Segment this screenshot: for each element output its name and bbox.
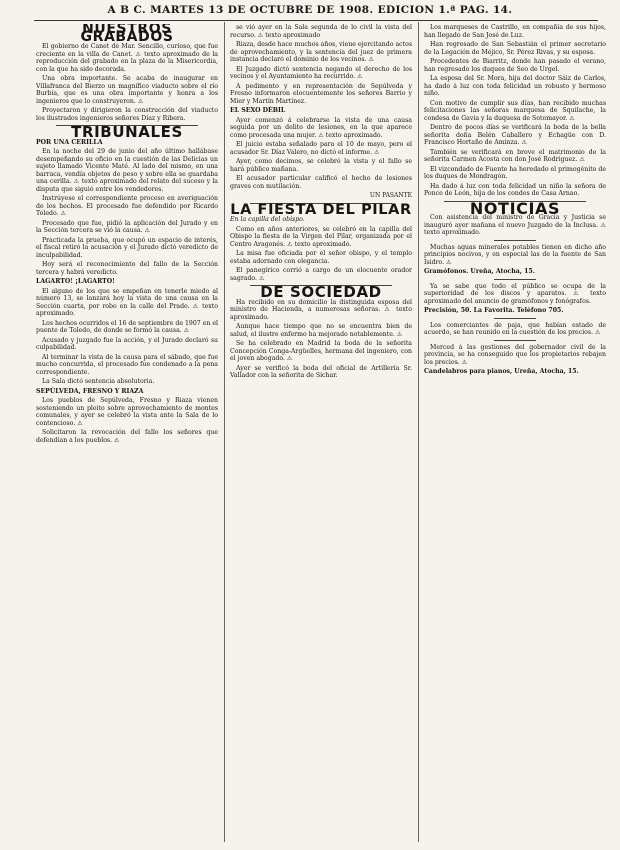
article-paragraph: A pedimento y en representación de Sepúlveda y Fresno informaron elocuentemente los señores Barrio y Mier y Martín Martínez. — [230, 82, 412, 105]
column-rule — [418, 22, 419, 842]
section-heading-noticias: NOTICIAS — [469, 198, 561, 218]
article-title: SEPÚLVEDA, FRESNO Y RIAZA — [36, 387, 144, 395]
article-paragraph: Los marqueses de Castrillo, en compañía de sus hijos, han llegado de San José de Luz. — [424, 24, 606, 39]
article-paragraph: Hoy será el reconocimiento del fallo de la Sección tercera y habrá veredicto. — [36, 261, 218, 276]
column-rule — [224, 22, 225, 842]
advert-line: Gramófonos. Ureña, Atocha, 15. — [424, 268, 535, 275]
article-paragraph: Ha recibido en su domicilio la distinguida esposa del ministro de Hacienda, a numerosas señoras. ⚠ texto aproximado. — [230, 298, 412, 321]
section-heading-sociedad: DE SOCIEDAD — [260, 283, 382, 301]
article-paragraph: Con asistencia del ministro de Gracia y Justicia se inauguró ayer mañana el nuevo Juzgado de la Inclusa. ⚠ texto aproximado. — [424, 214, 606, 236]
divider — [494, 318, 536, 319]
article-paragraph: Con motivo de cumplir sus días, han recibido muchas felicitaciones las señoras marquesa de Squilache, la condesa de Gavia y la duquesa de Sotomayor. ⚠ — [424, 99, 606, 122]
section-heading-grabados: NUESTROS GRABADOS — [80, 24, 174, 45]
article-title: POR UNA CERILLA — [36, 138, 103, 146]
article-paragraph: El alguno de los que se empeñan en tenerle miedo al número 13, se lanzará hoy la vista de una causa en la Sección cuarta, por robo en la calle del Prado. ⚠ texto aproximado. — [36, 287, 218, 317]
article-paragraph: Muchas aguas minerales potables tienen en dicho año principios nocivos, y en especial las de la fuente de San Isidro. ⚠ — [424, 243, 606, 266]
divider — [494, 279, 536, 280]
section-heading-tribunales: TRIBUNALES — [71, 123, 183, 141]
article-paragraph: Ya se sabe que todo el público se ocupa de la superioridad de los discos y aparatos. ⚠ texto aproximado del anuncio de gramófonos y fonógrafos. — [424, 282, 606, 305]
article-paragraph: Ayer comenzó á celebrarse la vista de una causa seguida por un delito de lesiones, en la que aparece como procesada una mujer. ⚠ texto aproximado. — [230, 116, 412, 139]
article-paragraph: El Juzgado dictó sentencia negando el derecho de los vecinos y el Ayuntamiento ha recurrido. ⚠ — [230, 65, 412, 80]
article-paragraph: Practicada la prueba, que ocupó un espacio de interés, el fiscal retiró la acusación y el Jurado dictó veredicto de inculpabilidad. — [36, 236, 218, 259]
article-paragraph: Al terminar la vista de la causa para el sábado, que fue mucho concurrida, el procesado fue condenado a la pena correspondiente. — [36, 353, 218, 376]
column-3 — [424, 24, 606, 842]
article-paragraph: El vizcondado de Fuente ha heredado el primogénito de los duques de Mondragón. — [424, 165, 606, 180]
article-paragraph: Dentro de pocos días se verificará la boda de la bella señorita doña Belén Caballero y Echagüe con D. Francisco Hortaño de Aminza. ⚠ — [424, 124, 606, 146]
article-paragraph: Procesado que fue, pidió la aplicación del Jurado y en la Sección tercera se vió la causa. ⚠ — [36, 219, 218, 234]
article-paragraph: La misa fue oficiada por el señor obispo, y el templo estaba adornado con elegancia. — [230, 250, 412, 265]
article-paragraph: Merced á las gestiones del gobernador civil de la provincia, se ha conseguido que los propietarios rebajen los precios. ⚠ — [424, 343, 606, 366]
article-paragraph: También se verificará en breve el matrimonio de la señorita Carmen Acosta con don José Rodríguez. ⚠ — [424, 148, 606, 163]
article-paragraph: Los comerciantes de paja, que habían estado de acuerdo, se han reunido en la cuestión de los precios. ⚠ — [424, 321, 606, 336]
article-paragraph: Ayer, como decimos, se celebró la vista y el fallo se hará público mañana. — [230, 158, 412, 173]
column-2 — [230, 24, 412, 842]
article-paragraph: Solicitaron la revocación del fallo los señores que defendían a los pueblos. ⚠ — [36, 429, 218, 444]
article-paragraph: Los pueblos de Sepúlveda, Fresno y Riaza vienen sosteniendo un pleito sobre aprovechamiento de montes comunales, y ayer se celebró la vista ante la Sala de lo contencioso. ⚠ — [36, 397, 218, 427]
article-subtitle: En la capilla del obispo. — [230, 216, 305, 223]
divider — [494, 240, 536, 241]
article-paragraph: El panegírico corrió a cargo de un elocuente orador sagrado. ⚠ — [230, 267, 412, 282]
article-paragraph: Los hechos ocurridos el 16 de septiembre de 1907 en el puente de Toledo, de donde se formó la causa. ⚠ — [36, 319, 218, 334]
signature: UN PASANTE — [369, 192, 412, 199]
article-paragraph: En la noche del 29 de junio del año último hallábase desempeñando su oficio en la cuestión de las Delicias un sujeto llamado Vicente Maté. Al lado del mismo, en una barraca, vendía objetos de peso y sobre ella se guardaba una cerilla. ⚠ texto aproximado del relato del suceso y la disputa que siguió entre los vendedores. — [36, 148, 218, 193]
article-paragraph: Una obra importante. Se acaba de inaugurar en Villafranca del Bierzo un magnífico viaducto sobre el río Burbia, que es una obra importante y honra a los ingenieros que lo construyeron. ⚠ — [36, 75, 218, 105]
article-paragraph: Se ha celebrado en Madrid la boda de la señorita Concepción Conga-Argüelles, hermana del ingeniero, con el joven abogado. ⚠ — [230, 340, 412, 362]
article-paragraph: Ha dado á luz con toda felicidad un niño la señora de Ponce de León, hija de los condes de Casa Arnao. — [424, 182, 606, 197]
article-paragraph: Han regresado de San Sebastián el primer secretario de la Legación de Méjico, Sr. Pérez Rivas, y su esposa. — [424, 41, 606, 56]
article-title: LAGARTO! ¡LAGARTO! — [36, 278, 115, 285]
section-heading-fiesta: LA FIESTA DEL PILAR — [230, 201, 412, 218]
article-paragraph: Procedentes de Biarritz, donde han pasado el verano, han regresado los duques de Seo de Urgel. — [424, 58, 606, 73]
divider — [494, 340, 536, 341]
article-paragraph: Como en años anteriores, se celebró en la capilla del Obispo la fiesta de la Virgen del Pilar, organizada por el Centro Aragonés. ⚠ texto aproximado. — [230, 225, 412, 248]
page-header: A B C. MARTES 13 DE OCTUBRE DE 1908. EDICION 1.ª PAG. 14. — [107, 4, 513, 16]
article-title: EL SEXO DÉBIL — [230, 107, 286, 114]
advert-line: Precisión, 50. La Favorita. Teléfono 705. — [424, 307, 564, 314]
article-paragraph: Acusado y juzgado fue la acción, y el Jurado declaró su culpabilidad. — [36, 336, 218, 351]
article-paragraph: Riaza, desde hace muchos años, viene ejercitando actos de aprovechamiento, y la sentencia del juez de primera instancia declaró el dominio de los vecinos. ⚠ — [230, 41, 412, 63]
article-paragraph: La Sala dictó sentencia absolutoria. — [42, 378, 155, 385]
article-paragraph: Aunque hace tiempo que no se encuentra bien de salud, el ilustre enfermo ha mejorado notablemente. ⚠ — [230, 323, 412, 338]
article-paragraph: Instrúyese el correspondiente proceso en averiguación de los hechos. El procesado fue defendido por Ricardo Toledo. ⚠ — [36, 195, 218, 217]
article-paragraph: El gobierno de Canet de Mar. Sencillo, curioso, que fue creciente en la villa de Canet. ⚠ texto aproximado de la reproducción del grabado en la plaza de la Misericordia, con la que ha sido decorada. — [36, 43, 218, 73]
advert-line: Candelabros para pianos, Ureña, Atocha, 15. — [424, 368, 579, 375]
article-paragraph: La esposa del Sr. Mora, hija del doctor Sáiz de Carlos, ha dado á luz con toda felicidad un robusto y hermoso niño. — [424, 75, 606, 97]
article-paragraph: Proyectaron y dirigieron la construcción del viaducto los ilustrados ingenieros señores Díaz y Ribera. — [36, 107, 218, 122]
article-paragraph: se vió ayer en la Sala segunda de lo civil la vista del recurso. ⚠ texto aproximado — [230, 24, 412, 39]
article-paragraph: El juicio estaba señalado para el 10 de mayo, pero el acusador Sr. Díaz Valero, no dictó el informe. ⚠ — [230, 141, 412, 156]
column-1 — [36, 24, 218, 842]
header-rule — [34, 20, 598, 21]
article-paragraph: Ayer se verificó la boda del oficial de Artillería Sr. Vallador con la señorita de Sichar. — [230, 364, 412, 379]
article-paragraph: El acusador particular calificó el hecho de lesiones graves con mutilación. — [230, 175, 412, 190]
